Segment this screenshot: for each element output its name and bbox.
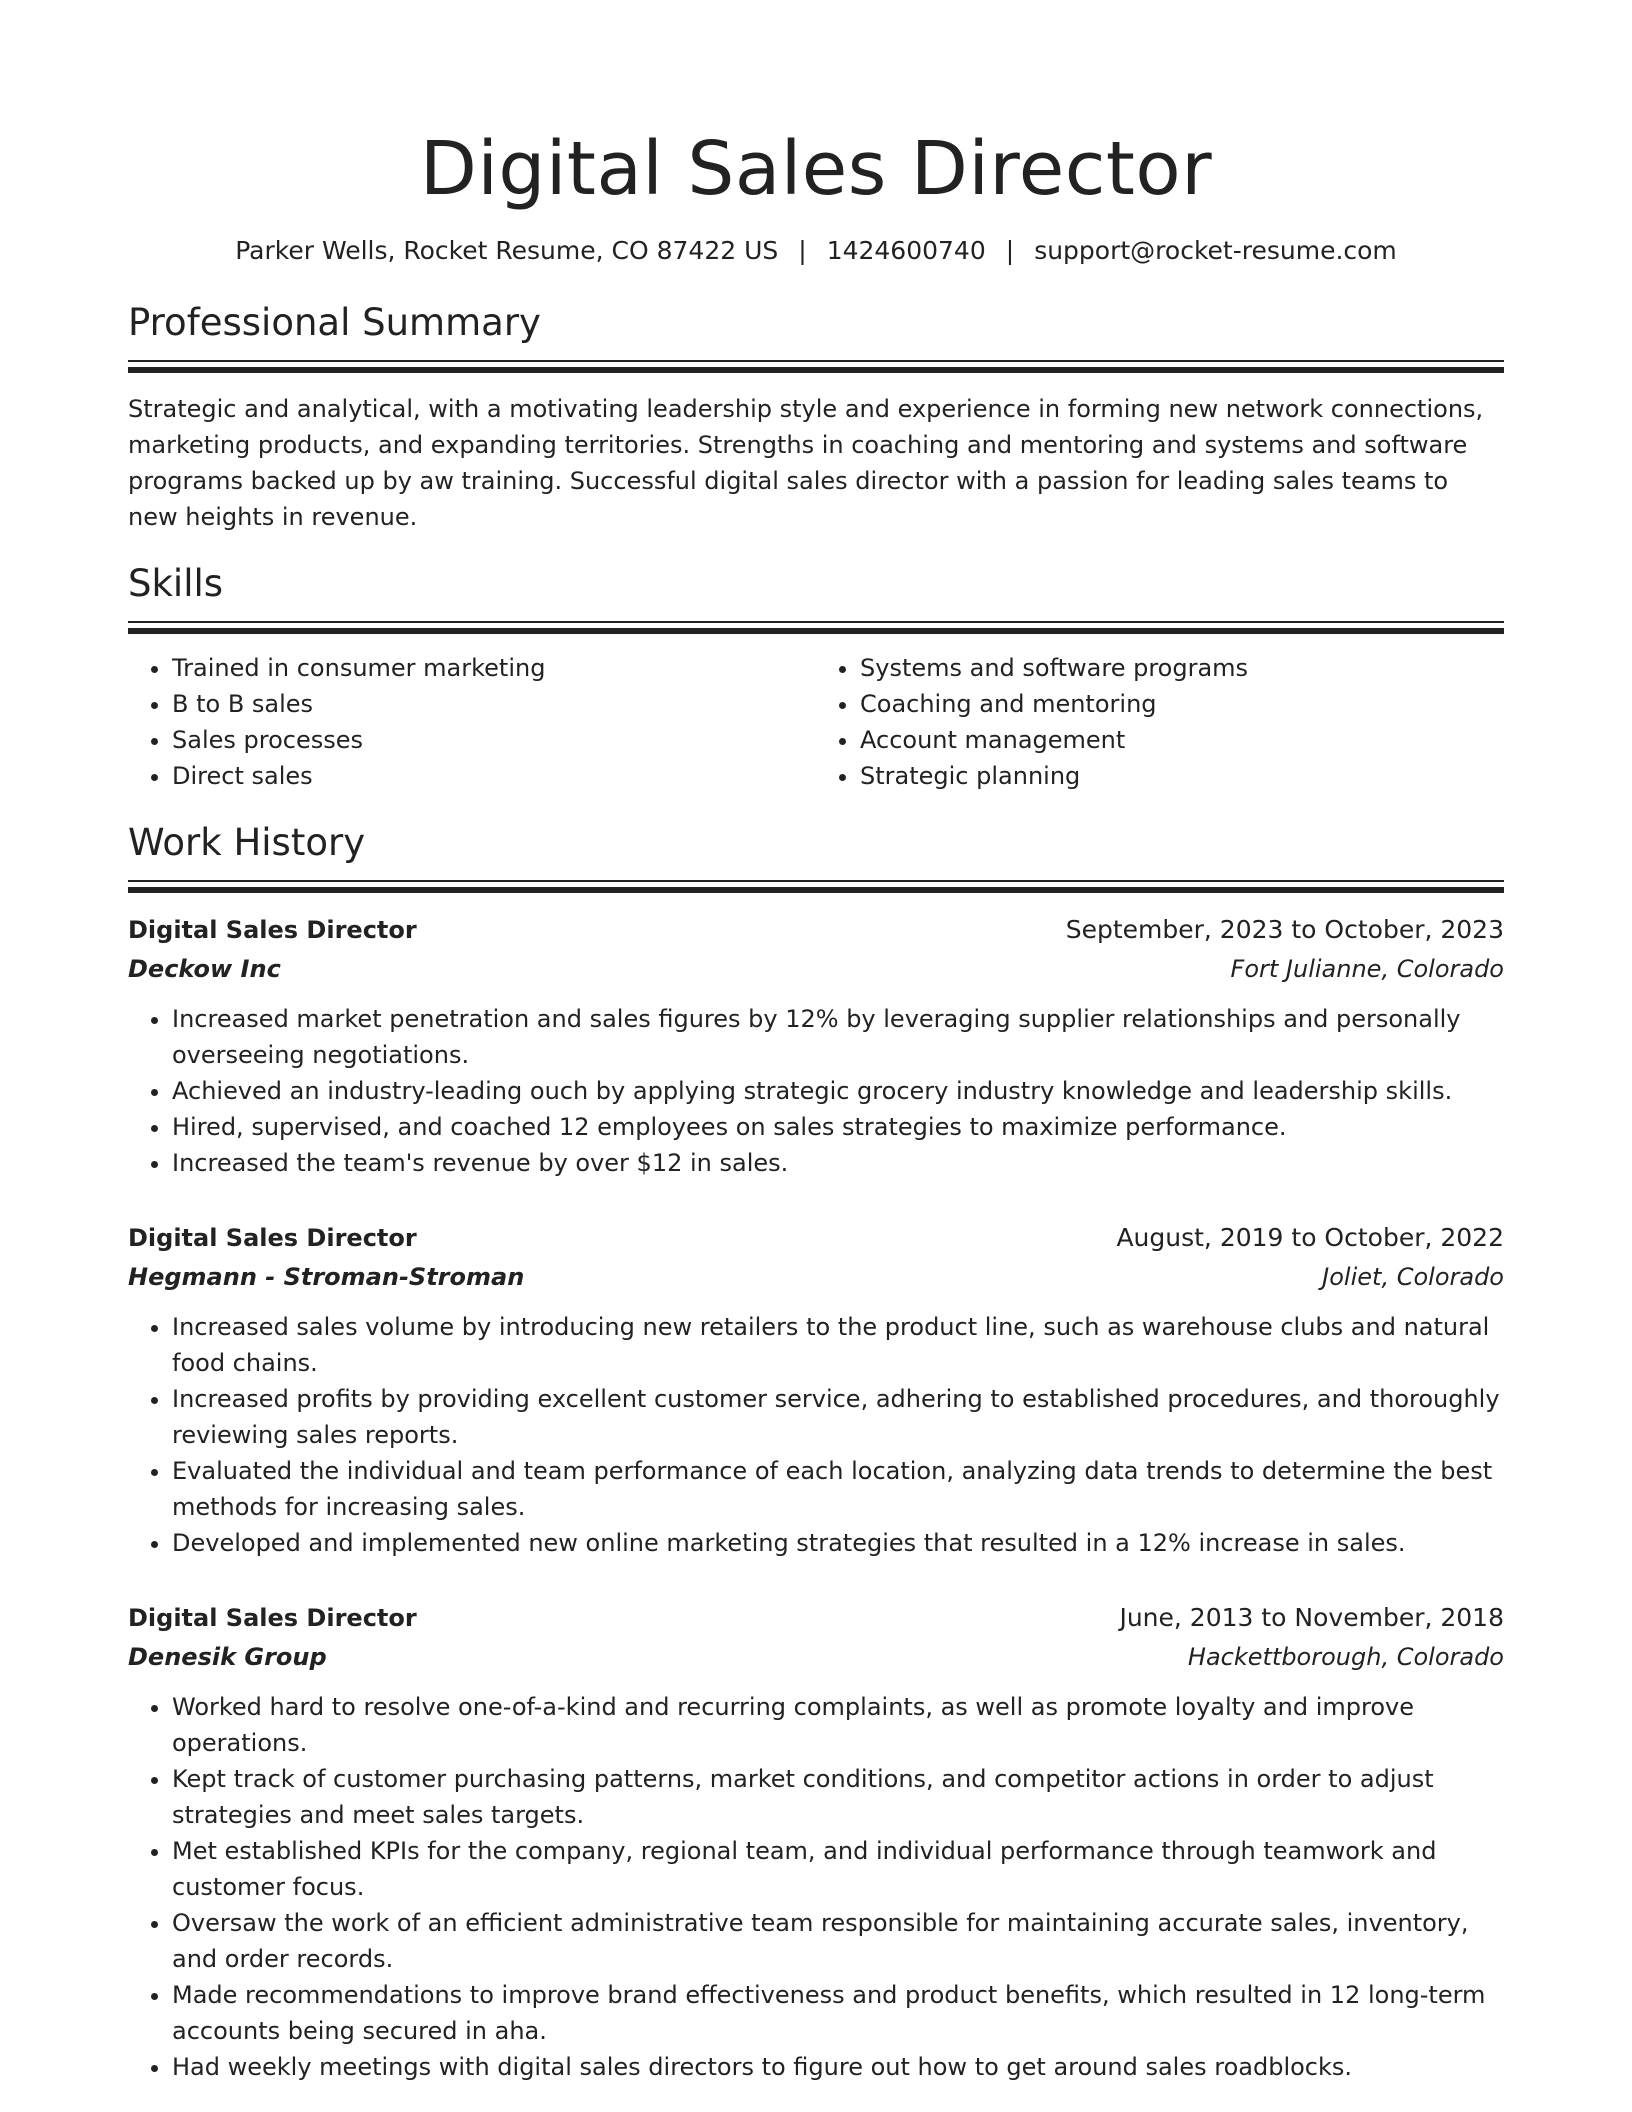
job-bullet: • Increased profits by providing excellent customer service, adhering to established procedures, and thoroughly reviewing sales reports. xyxy=(172,1381,1504,1453)
job-title: Digital Sales Director xyxy=(128,1224,417,1252)
job-bullet: • Oversaw the work of an efficient administrative team responsible for maintaining accurate sales, inventory, and order records. xyxy=(172,1905,1504,1977)
job-title: Digital Sales Director xyxy=(128,916,417,944)
job-bullet: • Evaluated the individual and team performance of each location, analyzing data trends to determine the best methods for increasing sales. xyxy=(172,1453,1504,1525)
job-bullet: • Met established KPIs for the company, regional team, and individual performance through teamwork and customer focus. xyxy=(172,1833,1504,1905)
skills-list-right xyxy=(816,650,1504,794)
section-heading-skills: Skills xyxy=(128,562,224,605)
job-entry xyxy=(128,1219,1504,1561)
skills-section xyxy=(128,561,1504,794)
contact-separator: | xyxy=(798,236,807,265)
skill-item: • Strategic planning xyxy=(860,758,1504,794)
job-bullet: • Had weekly meetings with digital sales directors to figure out how to get around sales roadblocks. xyxy=(172,2049,1504,2085)
section-divider xyxy=(128,360,1504,373)
job-location: Joliet, Colorado xyxy=(1322,1263,1504,1291)
skill-item: • Direct sales xyxy=(172,758,816,794)
job-company: Denesik Group xyxy=(128,1643,327,1671)
job-bullets xyxy=(128,1001,1504,1181)
section-heading-summary: Professional Summary xyxy=(128,301,541,344)
section-divider xyxy=(128,621,1504,634)
contact-address: Parker Wells, Rocket Resume, CO 87422 US xyxy=(235,236,779,265)
job-bullet: • Increased market penetration and sales figures by 12% by leveraging supplier relationships and personally overseeing negotiations. xyxy=(172,1001,1504,1073)
job-dates: June, 2013 to November, 2018 xyxy=(1119,1603,1504,1632)
job-bullet: • Increased the team's revenue by over $12 in sales. xyxy=(172,1145,1504,1181)
resume-title: Digital Sales Director xyxy=(419,126,1213,212)
summary-section xyxy=(128,300,1504,535)
job-bullet: • Hired, supervised, and coached 12 employees on sales strategies to maximize performance. xyxy=(172,1109,1504,1145)
contact-email: support@rocket-resume.com xyxy=(1034,236,1397,265)
section-divider xyxy=(128,880,1504,893)
skill-item: • Account management xyxy=(860,722,1504,758)
job-bullet: • Kept track of customer purchasing patterns, market conditions, and competitor actions in order to adjust strategies and meet sales targets. xyxy=(172,1761,1504,1833)
contact-phone: 1424600740 xyxy=(826,236,986,265)
work-history-section xyxy=(128,820,1504,2085)
job-entry xyxy=(128,911,1504,1181)
skill-item: • Trained in consumer marketing xyxy=(172,650,816,686)
skills-list-left xyxy=(128,650,816,794)
skill-item: • Coaching and mentoring xyxy=(860,686,1504,722)
job-company: Hegmann - Stroman-Stroman xyxy=(128,1263,525,1291)
skill-item: • Systems and software programs xyxy=(860,650,1504,686)
job-bullet: • Made recommendations to improve brand effectiveness and product benefits, which resulted in 12 long-term accounts being secured in aha. xyxy=(172,1977,1504,2049)
job-title: Digital Sales Director xyxy=(128,1604,417,1632)
skills-columns xyxy=(128,650,1504,794)
job-bullets xyxy=(128,1309,1504,1561)
job-location: Fort Julianne, Colorado xyxy=(1230,955,1504,983)
job-bullet: • Achieved an industry-leading ouch by applying strategic grocery industry knowledge and leadership skills. xyxy=(172,1073,1504,1109)
job-entry xyxy=(128,1599,1504,2085)
contact-separator: | xyxy=(1005,236,1015,265)
skill-item: • Sales processes xyxy=(172,722,816,758)
job-location: Hackettborough, Colorado xyxy=(1187,1643,1504,1671)
job-bullets xyxy=(128,1689,1504,2085)
contact-line xyxy=(128,234,1504,268)
job-bullet: • Developed and implemented new online marketing strategies that resulted in a 12% increase in sales. xyxy=(172,1525,1504,1561)
summary-text: Strategic and analytical, with a motivating leadership style and experience in forming new network connections, marketing products, and expanding territories. Strengths in coaching and mentoring and systems and software programs backed up by aw training. Successful digital sales director with a passion for leading sales teams to new heights in revenue. xyxy=(128,395,1484,531)
job-dates: August, 2019 to October, 2022 xyxy=(1116,1223,1504,1252)
section-heading-work-history: Work History xyxy=(128,821,366,864)
job-bullet: • Increased sales volume by introducing new retailers to the product line, such as warehouse clubs and natural food chains. xyxy=(172,1309,1504,1381)
job-dates: September, 2023 to October, 2023 xyxy=(1065,915,1504,944)
job-company: Deckow Inc xyxy=(128,955,281,983)
skill-item: • B to B sales xyxy=(172,686,816,722)
job-bullet: • Worked hard to resolve one-of-a-kind and recurring complaints, as well as promote loyalty and improve operations. xyxy=(172,1689,1504,1761)
